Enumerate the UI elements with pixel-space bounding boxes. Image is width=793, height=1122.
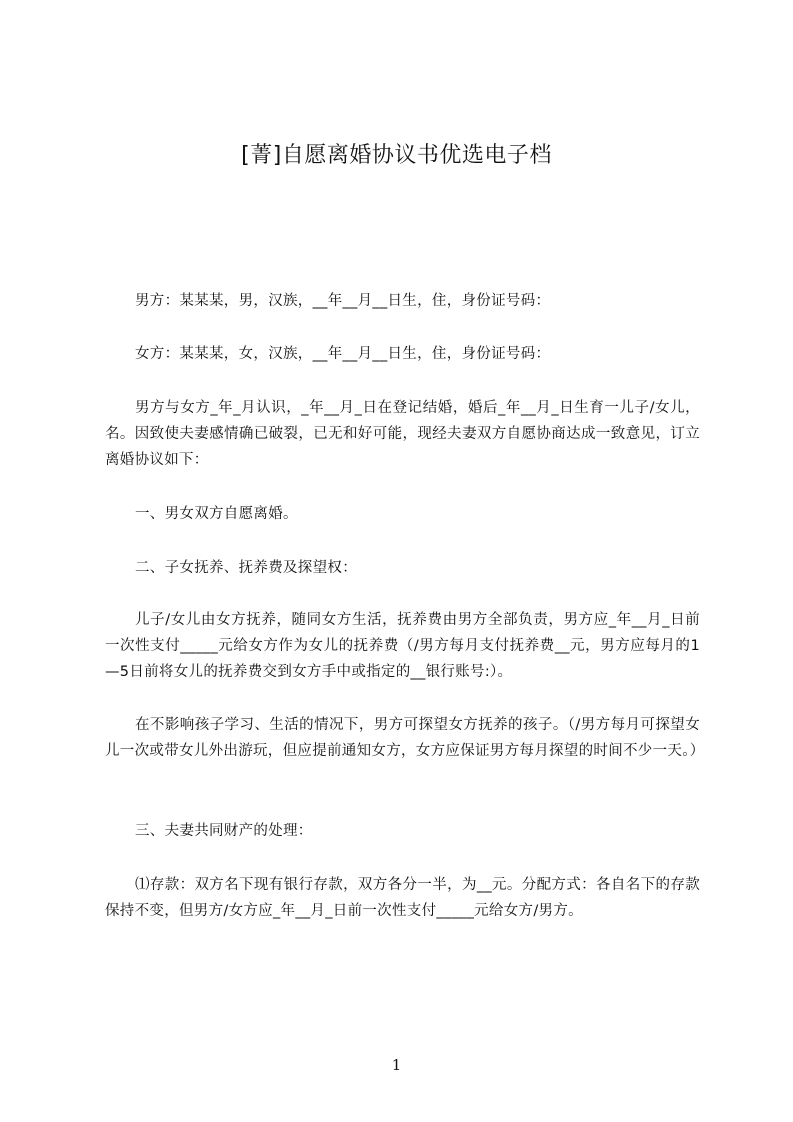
- paragraph-visitation: 在不影响孩子学习、生活的情况下，男方可探望女方抚养的孩子。（/男方每月可探望女儿一次或带女儿外出游玩，但应提前通知女方，女方应保证男方每月探望的时间不少一天。）: [105, 717, 705, 759]
- paragraph-clause-3-heading: 三、夫妻共同财产的处理：: [135, 823, 313, 839]
- paragraph-wife-info: 女方：某某某，女，汉族，__年__月__日生，住，身份证号码：: [135, 346, 551, 362]
- document-title: [菁]自愿离婚协议书优选电子档: [241, 143, 552, 168]
- paragraph-background: 男方与女方_年_月认识，_年__月_日在登记结婚，婚后_年__月_日生育一儿子/女儿，名。因致使夫妻感情确已破裂，已无和好可能，现经夫妻双方自愿协商达成一致意见，订立离婚协议如下：: [105, 400, 700, 468]
- paragraph-child-custody: 儿子/女儿由女方抚养，随同女方生活，抚养费由男方全部负责，男方应_年__月_日前一次性支付_____元给女方作为女儿的抚养费（/男方每月支付抚养费__元，男方应每月的1—5日前将女儿的抚养费交到女方手中或指定的__银行账号:）。: [105, 612, 700, 680]
- page-number: 1: [391, 1056, 402, 1074]
- paragraph-clause-1: 一、男女双方自愿离婚。: [135, 506, 298, 522]
- paragraph-clause-2-heading: 二、子女抚养、抚养费及探望权：: [135, 560, 357, 576]
- paragraph-savings: ⑴存款：双方名下现有银行存款，双方各分一半，为__元。分配方式：各自名下的存款保持不变，但男方/女方应_年__月_日前一次性支付_____元给女方/男方。: [105, 877, 700, 919]
- paragraph-husband-info: 男方：某某某，男，汉族，__年__月__日生，住，身份证号码：: [135, 293, 551, 309]
